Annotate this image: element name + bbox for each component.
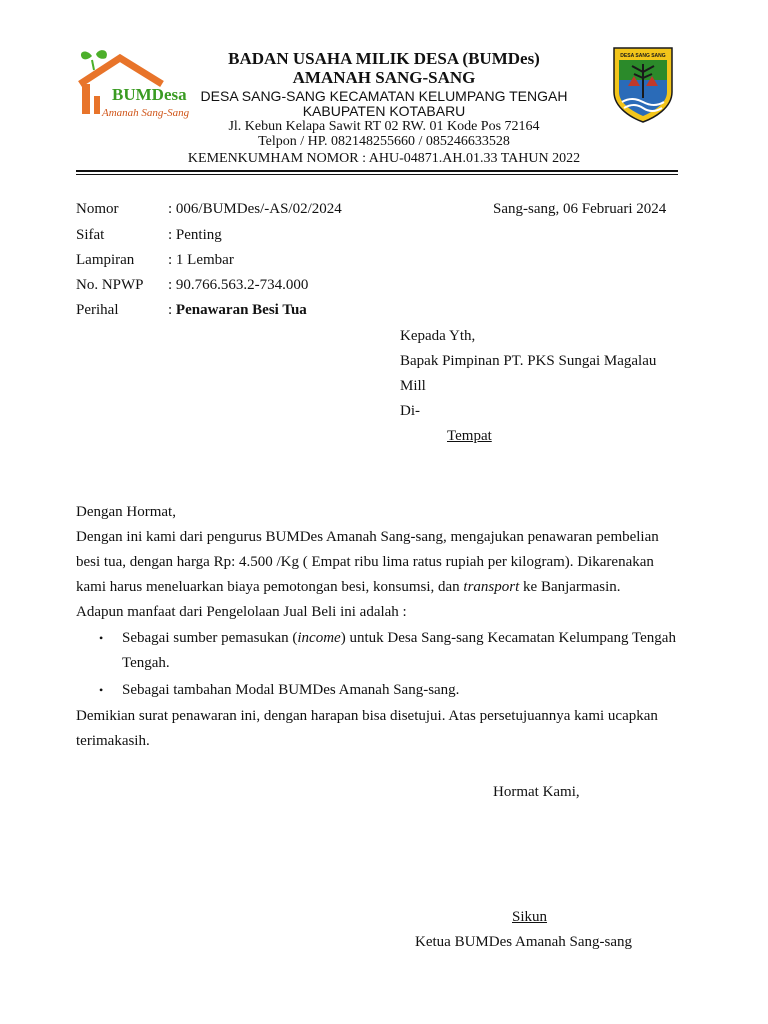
svg-text:Amanah Sang-Sang: Amanah Sang-Sang xyxy=(102,107,190,119)
sifat-value: : Penting xyxy=(168,227,222,243)
paragraph1-line3 xyxy=(76,578,621,596)
lampiran-label: Lampiran xyxy=(76,252,135,268)
paragraph1-line1: Dengan ini kami dari pengurus BUMDes Amanah Sang-sang, mengajukan penawaran pembelian xyxy=(76,529,659,545)
npwp-value: : 90.766.563.2-734.000 xyxy=(168,277,309,293)
recipient-line3: Mill xyxy=(400,378,426,394)
bullet-icon: • xyxy=(99,683,104,697)
paragraph1-line3-text: kami harus meneluarkan biaya pemotongan besi, konsumsi, dan xyxy=(76,579,464,595)
income-italic: income xyxy=(297,630,341,646)
letterhead-divider-thin xyxy=(76,174,678,175)
nomor-label: Nomor xyxy=(76,201,119,217)
perihal-label: Perihal xyxy=(76,302,119,318)
signer-name: Sikun xyxy=(512,909,548,925)
benefit-item-1-line2: Tengah. xyxy=(122,655,170,671)
bullet-icon: • xyxy=(99,631,104,645)
registration-line: KEMENKUMHAM NOMOR : AHU-04871.AH.01.33 TAHUN 2022 xyxy=(187,151,581,166)
closing-line2: terimakasih. xyxy=(76,733,150,749)
nomor-value: : 006/BUMDes/-AS/02/2024 xyxy=(168,201,342,217)
greeting: Dengan Hormat, xyxy=(76,504,176,520)
recipient-place: Tempat xyxy=(447,428,492,444)
address-line: Jl. Kebun Kelapa Sawit RT 02 RW. 01 Kode Pos 72164 xyxy=(228,119,540,134)
npwp-label: No. NPWP xyxy=(76,277,144,293)
phone-line: Telpon / HP. 082148255660 / 085246633528 xyxy=(258,134,510,149)
paragraph2: Adapun manfaat dari Pengelolaan Jual Beli ini adalah : xyxy=(76,604,407,620)
place-date: Sang-sang, 06 Februari 2024 xyxy=(493,201,667,217)
perihal-value xyxy=(168,301,307,319)
benefit-item-2: Sebagai tambahan Modal BUMDes Amanah Sang-sang. xyxy=(122,682,460,698)
recipient-line4: Di- xyxy=(400,403,420,419)
region-line2: KABUPATEN KOTABARU xyxy=(302,103,466,119)
perihal-colon: : xyxy=(168,302,176,318)
paragraph1-line3-end: ke Banjarmasin. xyxy=(519,579,621,595)
benefit-item-1-end: ) untuk Desa Sang-sang Kecamatan Kelumpang Tengah xyxy=(340,630,676,646)
benefit-item-1-text: Sebagai sumber pemasukan ( xyxy=(122,630,298,646)
svg-text:BUMDesa: BUMDesa xyxy=(112,85,187,104)
region-line1: DESA SANG-SANG KECAMATAN KELUMPANG TENGAH xyxy=(200,88,568,104)
org-name-line1: BADAN USAHA MILIK DESA (BUMDes) xyxy=(228,49,540,68)
recipient-line2: Bapak Pimpinan PT. PKS Sungai Magalau xyxy=(400,353,657,369)
signature-salutation: Hormat Kami, xyxy=(493,784,580,800)
closing-line1: Demikian surat penawaran ini, dengan harapan bisa disetujui. Atas persetujuannya kami ucapkan xyxy=(76,708,658,724)
perihal-subject: Penawaran Besi Tua xyxy=(175,302,307,318)
transport-italic: transport xyxy=(463,579,520,595)
org-name-line2: AMANAH SANG-SANG xyxy=(292,68,476,87)
svg-text:DESA SANG SANG: DESA SANG SANG xyxy=(620,53,666,59)
benefit-item-1 xyxy=(122,629,676,647)
letterhead-divider-thick xyxy=(76,170,678,172)
recipient-line1: Kepada Yth, xyxy=(400,328,476,344)
lampiran-value: : 1 Lembar xyxy=(168,252,234,268)
signer-title: Ketua BUMDes Amanah Sang-sang xyxy=(415,934,633,950)
sifat-label: Sifat xyxy=(76,227,105,243)
paragraph1-line2: besi tua, dengan harga Rp: 4.500 /Kg ( Empat ribu lima ratus rupiah per kilogram). Dikarenakan xyxy=(76,554,654,570)
